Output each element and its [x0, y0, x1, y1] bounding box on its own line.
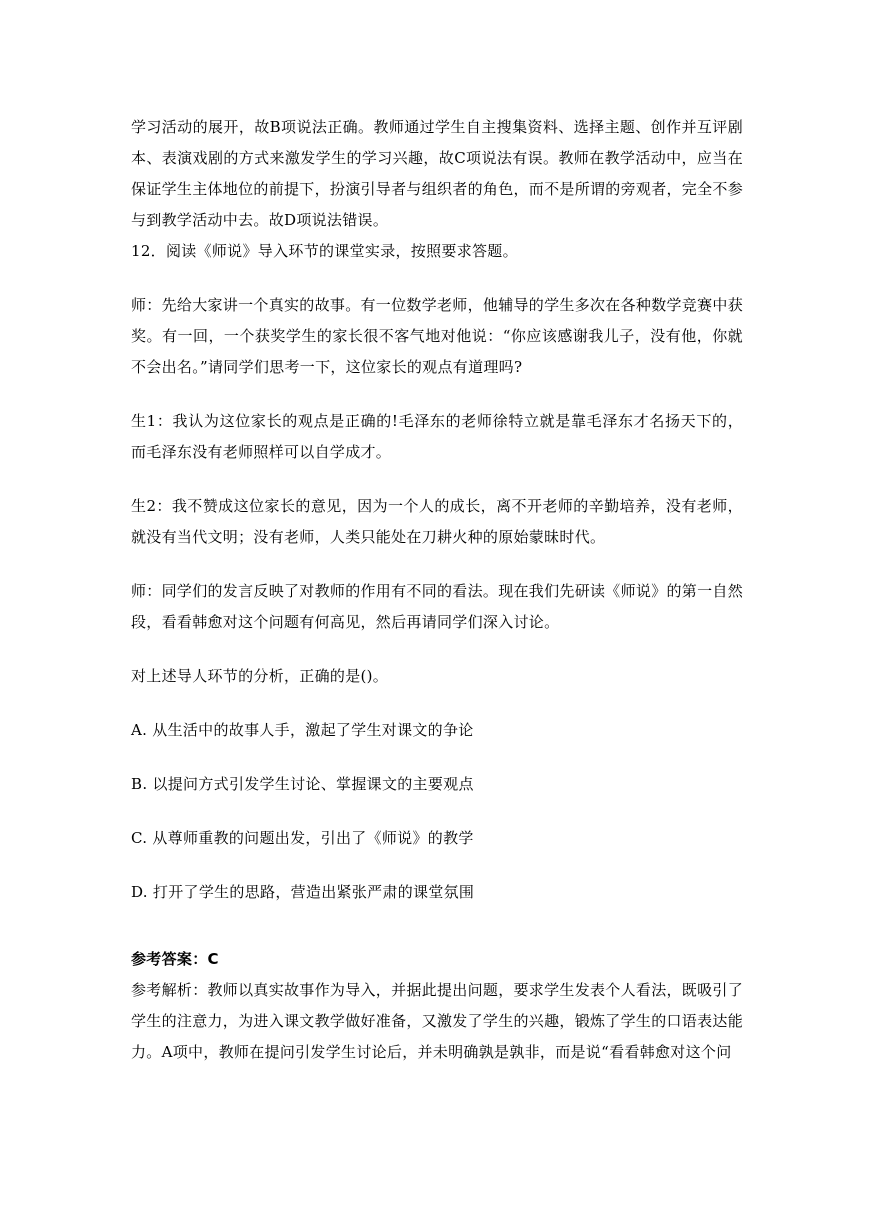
answer-analysis: 参考解析：教师以真实故事作为导入，并据此提出问题，要求学生发表个人看法，既吸引了学生的注意力，为进入课文教学做好准备，又激发了学生的兴趣，锻炼了学生的口语表达能力。A项中，教师在提问引发学生讨论后，并未明确孰是孰非，而是说“看看韩愈对这个问 — [131, 981, 744, 1061]
answer-label: 参考答案：C — [131, 950, 219, 968]
option-d: D. 打开了学生的思路，营造出紧张严肃的课堂氛围 — [131, 883, 475, 901]
continuation-paragraph: 学习活动的展开，故B项说法正确。教师通过学生自主搜集资料、选择主题、创作并互评剧本、表演戏剧的方式来激发学生的学习兴趣，故C项说法有误。教师在教学活动中，应当在保证学生主体地位的前提下，扮演引导者与组织者的角色，而不是所谓的旁观者，完全不参与到教学活动中去。故D项说法错误。 — [131, 118, 744, 229]
question-title: 12．阅读《师说》导入环节的课堂实录，按照要求答题。 — [131, 242, 518, 260]
option-c: C. 从尊师重教的问题出发，引出了《师说》的教学 — [131, 829, 474, 847]
dialogue-student-2: 生2：我不赞成这位家长的意见，因为一个人的成长，离不开老师的辛勤培养，没有老师，就没有当代文明；没有老师，人类只能处在刀耕火种的原始蒙昧时代。 — [131, 497, 743, 546]
dialogue-student-1: 生1：我认为这位家长的观点是正确的!毛泽东的老师徐特立就是靠毛泽东才名扬天下的，而毛泽东没有老师照样可以自学成才。 — [131, 412, 743, 461]
dialogue-teacher-intro: 师：先给大家讲一个真实的故事。有一位数学老师，他辅导的学生多次在各种数学竞赛中获奖。有一回，一个获奖学生的家长很不客气地对他说：“你应该感谢我儿子，没有他，你就不会出名。”请同学们思考一下，这位家长的观点有道理吗? — [131, 296, 744, 376]
dialogue-teacher-conclusion: 师：同学们的发言反映了对教师的作用有不同的看法。现在我们先研读《师说》的第一自然段，看看韩愈对这个问题有何高见，然后再请同学们深入讨论。 — [131, 582, 744, 631]
question-stem: 对上述导人环节的分析，正确的是()。 — [131, 667, 389, 685]
option-a: A. 从生活中的故事人手，激起了学生对课文的争论 — [131, 721, 474, 739]
document-content — [131, 112, 743, 1068]
option-b: B. 以提问方式引发学生讨论、掌握课文的主要观点 — [131, 775, 474, 793]
